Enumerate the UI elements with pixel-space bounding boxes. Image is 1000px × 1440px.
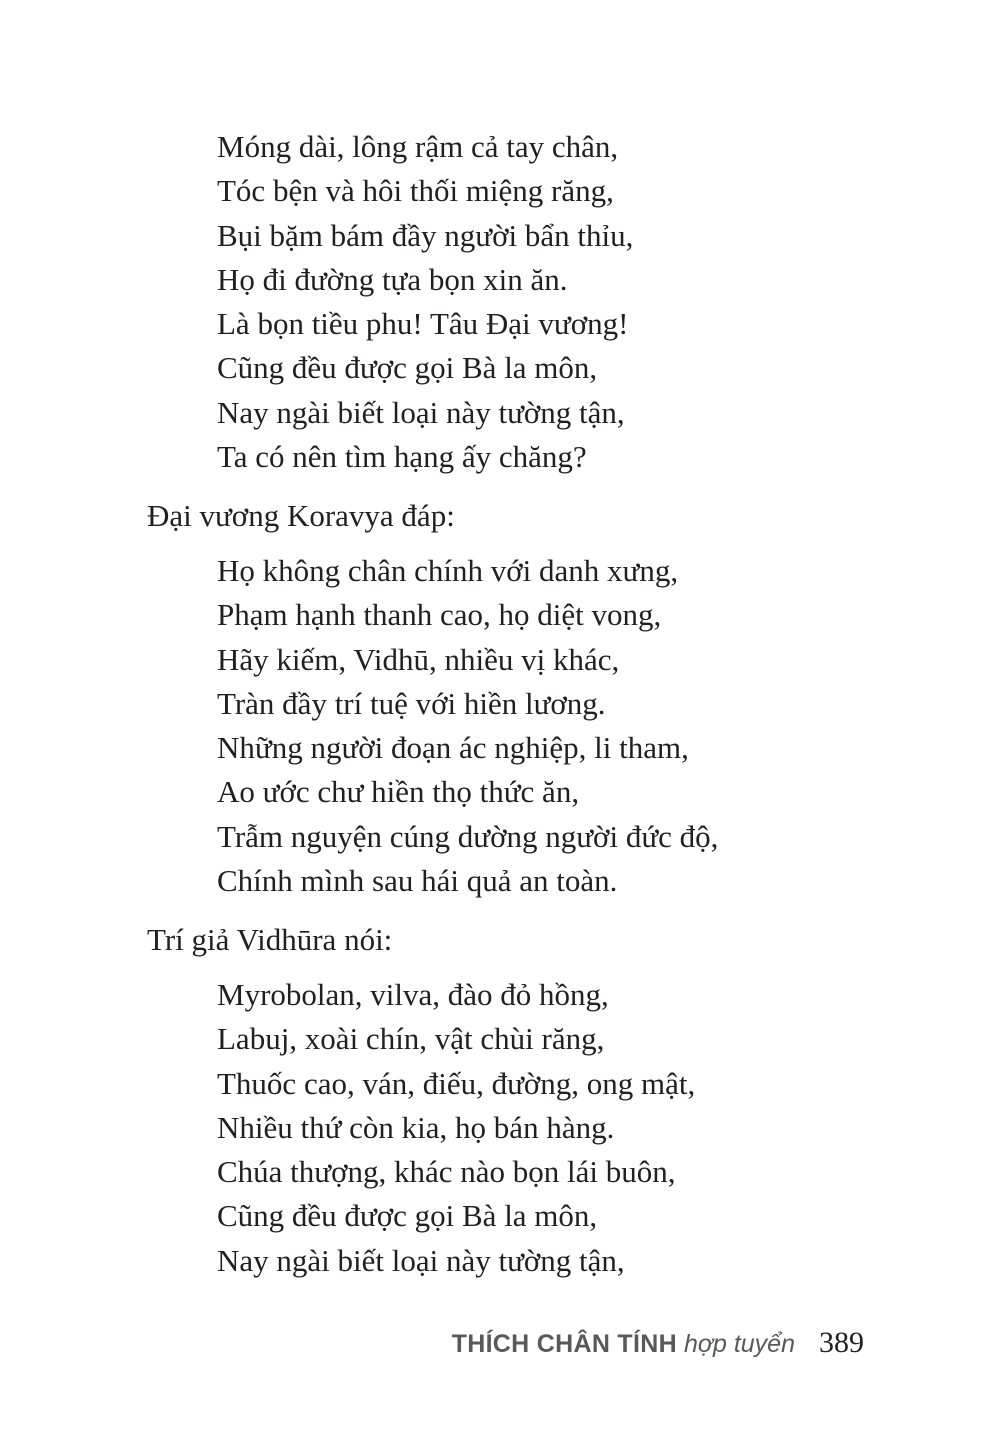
verse-line: Nhiều thứ còn kia, họ bán hàng. — [217, 1109, 615, 1145]
verse-line: Ta có nên tìm hạng ấy chăng? — [217, 439, 587, 475]
verse-line: Bụi bặm bám đầy người bẩn thỉu, — [217, 217, 634, 253]
verse-line: Nay ngài biết loại này tường tận, — [217, 394, 625, 430]
verse-line: Ao ước chư hiền thọ thức ăn, — [217, 774, 580, 810]
footer-author: THÍCH CHÂN TÍNH — [451, 1330, 677, 1358]
page-footer — [452, 1326, 864, 1370]
verse-line: Nay ngài biết loại này tường tận, — [217, 1242, 625, 1278]
footer-book-title: hợp tuyển — [683, 1330, 795, 1358]
verse-line: Họ không chân chính với danh xưng, — [217, 553, 679, 588]
verse-line: Hãy kiếm, Vidhū, nhiều vị khác, — [217, 641, 620, 677]
verse-line: Móng dài, lông rậm cả tay chân, — [217, 129, 619, 164]
verse-line: Trẫm nguyện cúng dường người đức độ, — [217, 818, 719, 854]
verse-line: Những người đoạn ác nghiệp, li tham, — [217, 730, 689, 766]
verse-line: Tràn đầy trí tuệ với hiền lương. — [217, 685, 606, 721]
verse-line: Họ đi đường tựa bọn xin ăn. — [217, 261, 568, 297]
speaker-line-vidhura: Trí giả Vidhūra nói: — [147, 922, 393, 957]
verse-line: Chính mình sau hái quả an toàn. — [217, 863, 618, 899]
speaker-line-koravya: Đại vương Koravya đáp: — [147, 498, 455, 533]
verse-line: Thuốc cao, ván, điếu, đường, ong mật, — [217, 1065, 696, 1101]
verse-line: Tóc bện và hôi thối miệng răng, — [217, 173, 614, 209]
verse-line: Cũng đều được gọi Bà la môn, — [217, 1198, 598, 1234]
verse-line: Labuj, xoài chín, vật chùi răng, — [217, 1021, 605, 1057]
verse-stanza-3 — [217, 973, 695, 1283]
verse-line: Chúa thượng, khác nào bọn lái buôn, — [217, 1154, 676, 1190]
verse-stanza-1 — [217, 125, 633, 479]
verse-stanza-2 — [217, 549, 718, 903]
verse-line: Phạm hạnh thanh cao, họ diệt vong, — [217, 597, 662, 633]
verse-line: Cũng đều được gọi Bà la môn, — [217, 350, 598, 386]
verse-line: Là bọn tiều phu! Tâu Đại vương! — [217, 306, 629, 342]
verse-line: Myrobolan, vilva, đào đỏ hồng, — [217, 977, 609, 1012]
page-number: 389 — [819, 1326, 864, 1359]
